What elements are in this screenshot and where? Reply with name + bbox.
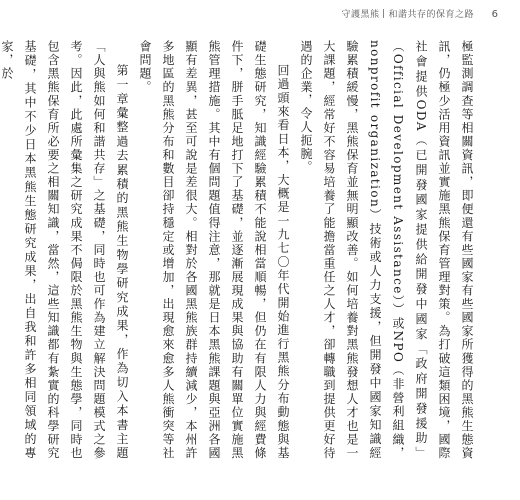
body-text (0, 40, 478, 460)
paragraph-3: 第一章彙整過去累積的黑熊生物學研究成果，作為切入本書主題「人與熊如何和諧共存」之基礎，同時也可作為建立解決問題模式之參考。因此，此處所彙集之研究成果不侷限於黑熊生物與生態學，同時也包含黑熊保育所必要之相關知識，當然，這些知識都有紮實的科學研究基礎，其中不少日本黑熊生態研究成果，出自我和許多相同領域的專家，於 (0, 40, 129, 460)
paragraph-2: 回過頭來看日本，大概是一九七〇年代開始進行黑熊分布動態與基礎生態研究，知識經驗累積不能說相當順暢，但仍在有限人力與經費條件下，胼手胝足地打下了基礎，並逐漸展現成果與協助有關單位實施黑熊管理措施。其中有個問題值得注意，那就是日本黑熊課題與亞洲各國顯有差異，甚至可說是差很大。相對於各國黑熊族群持續減少，本州許多地區的黑熊分布和數目卻持穩定或增加，出現愈來愈多人熊衝突等社會問題。 (138, 40, 290, 460)
title-divider (383, 9, 384, 18)
page-number: 6 (491, 9, 498, 20)
chapter-title: 和諧共存的保育之路 (388, 10, 474, 20)
book-title: 守護黑熊 (341, 10, 380, 20)
page-header (198, 7, 498, 25)
running-title (341, 7, 474, 23)
paragraph-1: 極監測調查等相關資訊，即便還有些國家有些國家所獲得的黑熊生態資訊，仍極少活用資訊並實施黑熊保育管理對策。為打破這類困境，國際社會提供ODA（已開發國家提供給開發中國家「政府開發援助」（Official Development Assistance））或NPO（非營利組織，nonprofit organization）技術或人力支援，但開發中國家知識經驗累積緩慢，黑熊保育並無明顯改善。如何培養對黑熊發想人才也是一大課題，經常好不容易培養了能擔當重任之人才，卻轉職到提供更好待遇的企業，令人扼腕。 (299, 40, 474, 460)
